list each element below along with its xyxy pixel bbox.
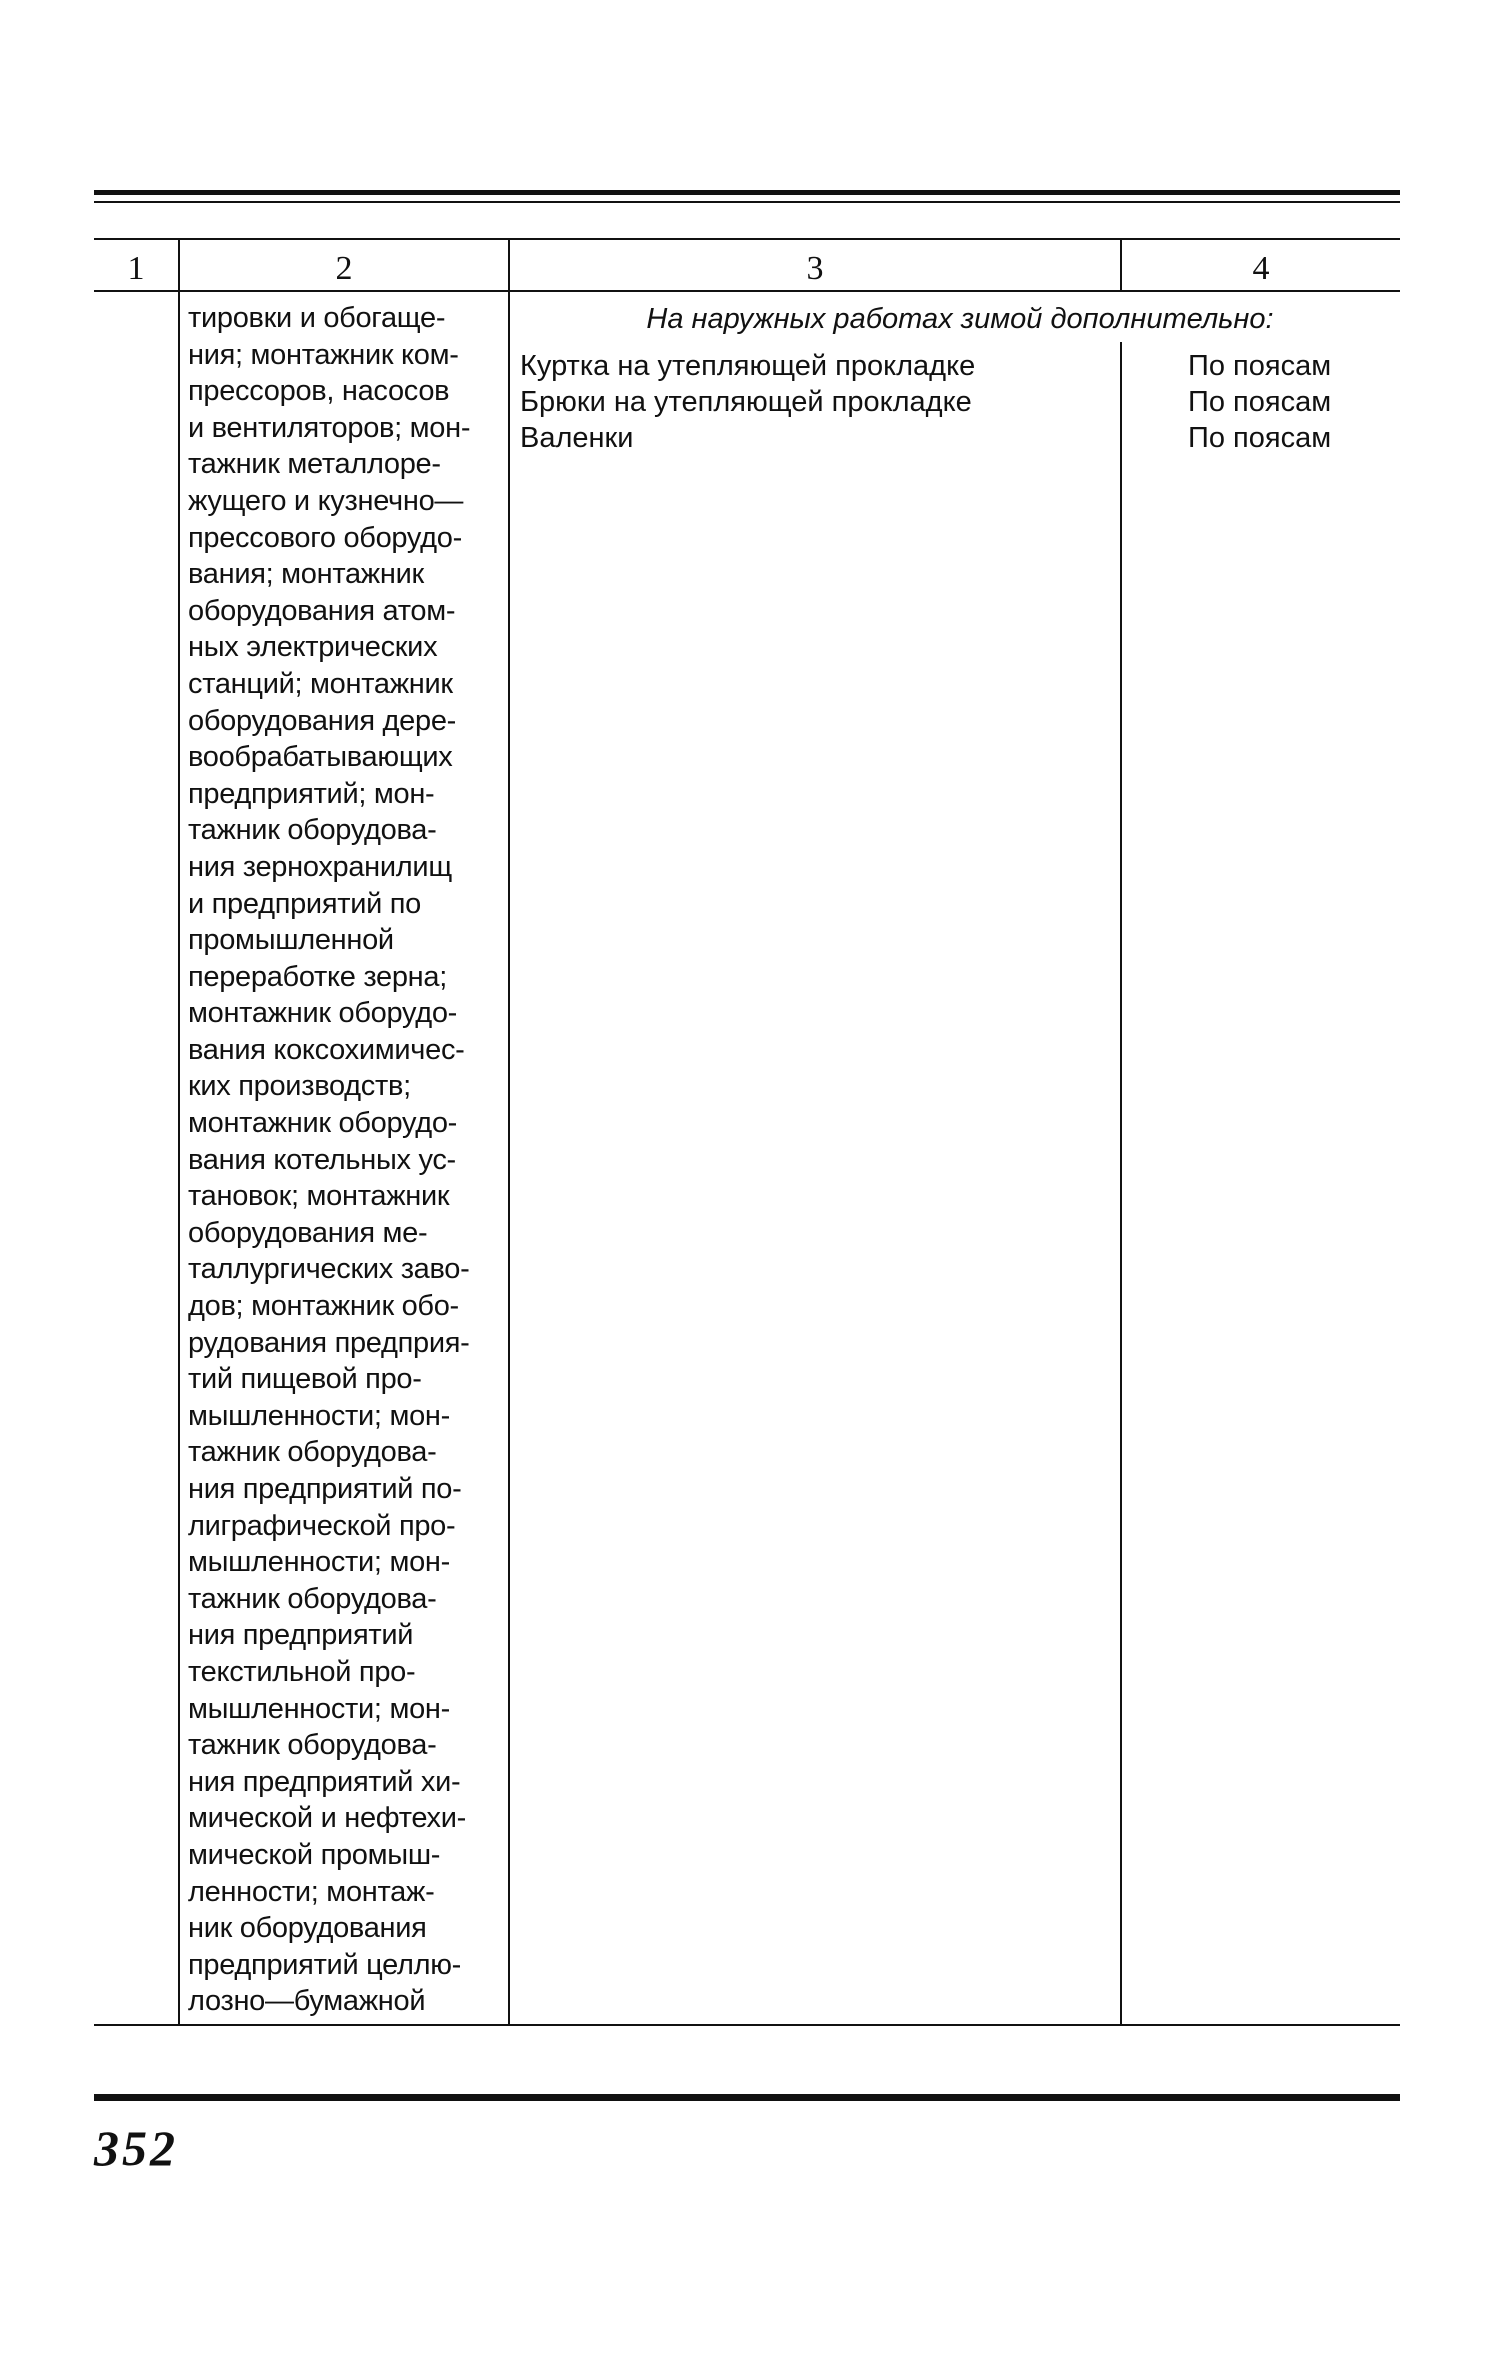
profession-text-line: мышленности; мон-: [188, 1546, 450, 1579]
column-number-1: 1: [127, 250, 145, 287]
column-number-2: 2: [335, 250, 353, 287]
profession-text-line: ния зернохранилищ: [188, 850, 452, 883]
profession-text-line: таллургических заво-: [188, 1253, 470, 1286]
profession-text-line: предприятий; мон-: [188, 777, 435, 810]
profession-text-line: рудования предприя-: [188, 1326, 470, 1359]
item-row: [520, 384, 1340, 420]
profession-text-line: тажник оборудова-: [188, 1729, 437, 1762]
profession-text-line: вания котельных ус-: [188, 1143, 456, 1176]
profession-text-line: предприятий целлю-: [188, 1948, 462, 1981]
profession-text-line: переработке зерна;: [188, 960, 447, 993]
item-norm: По поясам: [1188, 350, 1332, 382]
profession-text-line: ных электрических: [188, 631, 438, 664]
profession-text-line: станций; монтажник: [188, 667, 453, 700]
profession-text-line: тажник металлоре-: [188, 448, 441, 481]
profession-text-line: ник оборудования: [188, 1912, 427, 1945]
winter-outdoor-heading: На наружных работах зимой дополнительно:: [646, 303, 1274, 335]
profession-text-line: и предприятий по: [188, 887, 422, 920]
profession-text-line: ния предприятий хи-: [188, 1765, 461, 1798]
profession-text-line: тажник оборудова-: [188, 1436, 437, 1469]
profession-text-line: тировки и обогаще-: [188, 302, 446, 334]
profession-text-line: вания; монтажник: [188, 558, 424, 591]
profession-text-line: мической промыш-: [188, 1838, 441, 1871]
item-name: Валенки: [520, 422, 634, 454]
profession-text-line: мышленности; мон-: [188, 1692, 450, 1725]
profession-text-line: текстильной про-: [188, 1655, 416, 1688]
table-bottom-rule: [94, 2024, 1400, 2026]
item-norm: По поясам: [1188, 422, 1332, 454]
profession-text-line: оборудования атом-: [188, 594, 456, 627]
profession-text-line: прессового оборудо-: [188, 521, 462, 554]
header-top-rule: [94, 238, 1400, 240]
profession-text-line: ния предприятий: [188, 1619, 414, 1652]
top-rule-thick: [94, 190, 1400, 195]
page-number: 352: [94, 2120, 178, 2176]
profession-text-line: мышленности; мон-: [188, 1399, 450, 1432]
column-divider-3-body: [1120, 342, 1122, 2024]
profession-list-cell: [188, 300, 508, 2020]
item-row: [520, 348, 1340, 384]
item-name: Куртка на утепляющей прокладке: [520, 350, 976, 382]
footer-rule: [94, 2094, 1400, 2101]
column-divider-2: [508, 238, 510, 2024]
profession-text-line: вообрабатывающих: [188, 741, 453, 774]
profession-text-line: тажник оборудова-: [188, 814, 437, 847]
profession-text-line: монтажник оборудо-: [188, 997, 458, 1030]
top-rule-thin: [94, 201, 1400, 203]
profession-text-line: ния предприятий по-: [188, 1473, 462, 1505]
profession-text-line: жущего и кузнечно—: [188, 484, 464, 517]
profession-text-line: дов; монтажник обо-: [188, 1290, 459, 1323]
column-divider-1: [178, 238, 180, 2024]
profession-text-line: тановок; монтажник: [188, 1180, 450, 1213]
profession-text-line: и вентиляторов; мон-: [188, 411, 471, 444]
profession-text-line: вания коксохимичес-: [188, 1033, 465, 1066]
profession-text-line: лозно—бумажной: [188, 1985, 426, 2018]
item-norm: По поясам: [1188, 386, 1332, 418]
profession-text-line: мической и нефтехи-: [188, 1802, 466, 1835]
profession-text-line: ких производств;: [188, 1070, 411, 1103]
profession-text-line: тий пищевой про-: [188, 1363, 422, 1396]
column-number-4: 4: [1252, 250, 1270, 287]
item-row: [520, 420, 1340, 456]
column-number-3: 3: [806, 250, 824, 287]
profession-text-line: лиграфической про-: [188, 1509, 456, 1542]
profession-text-line: оборудования ме-: [188, 1216, 428, 1249]
profession-text-line: оборудования дере-: [188, 704, 457, 737]
profession-text-line: ленности; монтаж-: [188, 1875, 435, 1908]
profession-text-line: ния; монтажник ком-: [188, 338, 459, 371]
profession-text-line: монтажник оборудо-: [188, 1107, 458, 1140]
profession-text-line: прессоров, насосов: [188, 375, 450, 408]
item-name: Брюки на утепляющей прокладке: [520, 386, 972, 418]
profession-text-line: тажник оборудова-: [188, 1582, 437, 1615]
profession-text-line: промышленной: [188, 924, 394, 957]
